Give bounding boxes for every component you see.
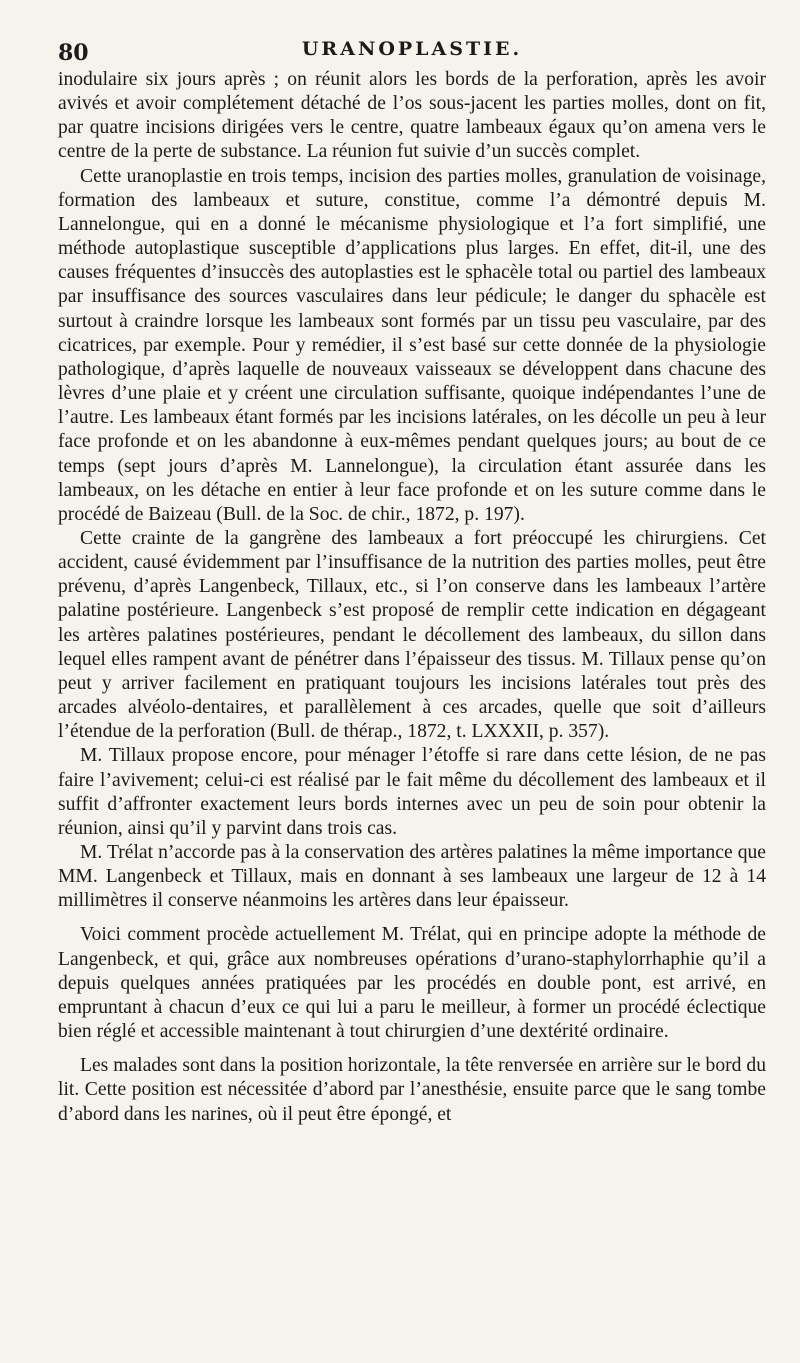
paragraph-trelat-arteres: M. Trélat n’accorde pas à la conservation des artères palatines la même importance que MM. Langenbeck et Tillaux, mais en donnant à ses lambeaux une largeur de 12 à 14 millimètres il conserve néanmoins les artères dans leur épaisseur. <box>58 842 766 912</box>
paragraph-uranoplastie-trois-temps: Cette uranoplastie en trois temps, incision des parties molles, granulation de voisinage, formation des lambeaux et suture, constitue, comme l’a démontré depuis M. Lannelongue, qui en a donné le mécanisme physiologique et l’a fort simplifié, une méthode autoplastique susceptible d’applications plus larges. En effet, dit-il, une des causes fréquentes d’insuccès des autoplasties est le sphacèle total ou partiel des lambeaux par insuffisance des sources vasculaires dans leur pédicule; le danger du sphacèle est surtout à craindre lorsque les lambeaux sont formés par un tissu peu vasculaire, par des cicatrices, par exemple. Pour y remédier, il s’est basé sur cette donnée de la physiologie pathologique, d’après laquelle de nouveaux vaisseaux se développent dans chacune des lèvres d’une plaie et y créent une circulation suffisante, quoique indépendantes l’une de l’autre. Les lambeaux étant formés par les incisions latérales, on les décolle un peu à leur face profonde et on les abandonne à eux-mêmes pendant quelques jours; au bout de ce temps (sept jours d’après M. Lannelongue), la circulation étant assurée dans les lambeaux, on les détache en entier à leur face profonde et on les suture comme dans le procédé de Baizeau (Bull. de la Soc. de chir., 1872, p. 197). <box>58 165 766 525</box>
page-header <box>58 34 766 68</box>
page-number: 80 <box>58 40 89 66</box>
body-text <box>58 68 766 1127</box>
paragraph-procede-trelat: Voici comment procède actuellement M. Trélat, qui en principe adopte la méthode de Langenbeck, et qui, grâce aux nombreuses opérations d’urano-staphylorrhaphie qu’il a depuis quelques années pratiquées par les procédés en double pont, est arrivé, en empruntant à chacun d’eux ce qui lui a paru le meilleur, à former un procédé éclectique bien réglé et accessible maintenant à tout chirurgien d’une dextérité ordinaire. <box>58 924 766 1043</box>
paragraph-gap <box>58 1044 766 1054</box>
paragraph-crainte-gangrene: Cette crainte de la gangrène des lambeaux a fort préoccupé les chirurgiens. Cet accident, causé évidemment par l’insuffisance de la nutrition des parties molles, peut être prévenu, d’après Langenbeck, Tillaux, etc., si l’on conserve dans les lambeaux l’artère palatine postérieure. Langenbeck s’est proposé de remplir cette indication en dégageant les artères palatines postérieures, pendant le décollement des lambeaux, du sillon dans lequel elles rampent avant de pénétrer dans l’épaisseur des tissus. M. Tillaux pense qu’on peut y arriver facilement en pratiquant toujours les incisions latérales tout près des arcades alvéolo-dentaires, et parallèlement à ces arcades, quelle que soit d’ailleurs l’étendue de la perforation (Bull. de thérap., 1872, t. LXXXII, p. 357). <box>58 527 766 743</box>
paragraph-continuation: inodulaire six jours après ; on réunit alors les bords de la perforation, après les avoir avivés et avoir complétement détaché de l’os sous-jacent les parties molles, dont on fit, par quatre incisions dirigées vers le centre, quatre lambeaux égaux qu’on amena vers le centre de la perte de substance. La réunion fut suivie d’un succès complet. <box>58 69 766 163</box>
paragraph-gap <box>58 913 766 923</box>
paragraph-tillaux-avivement: M. Tillaux propose encore, pour ménager l’étoffe si rare dans cette lésion, de ne pas faire l’avivement; celui-ci est réalisé par le fait même du décollement des lambeaux et il suffit d’affronter exactement leurs bords internes avec un peu de soin pour obtenir la réunion, ainsi qu’il y parvint dans trois cas. <box>58 745 766 839</box>
running-title: URANOPLASTIE. <box>301 38 523 60</box>
paragraph-position-malades: Les malades sont dans la position horizontale, la tête renversée en arrière sur le bord du lit. Cette position est nécessitée d’abord par l’anesthésie, ensuite parce que le sang tombe d’abord dans les narines, où il peut être épongé, et <box>58 1055 766 1125</box>
